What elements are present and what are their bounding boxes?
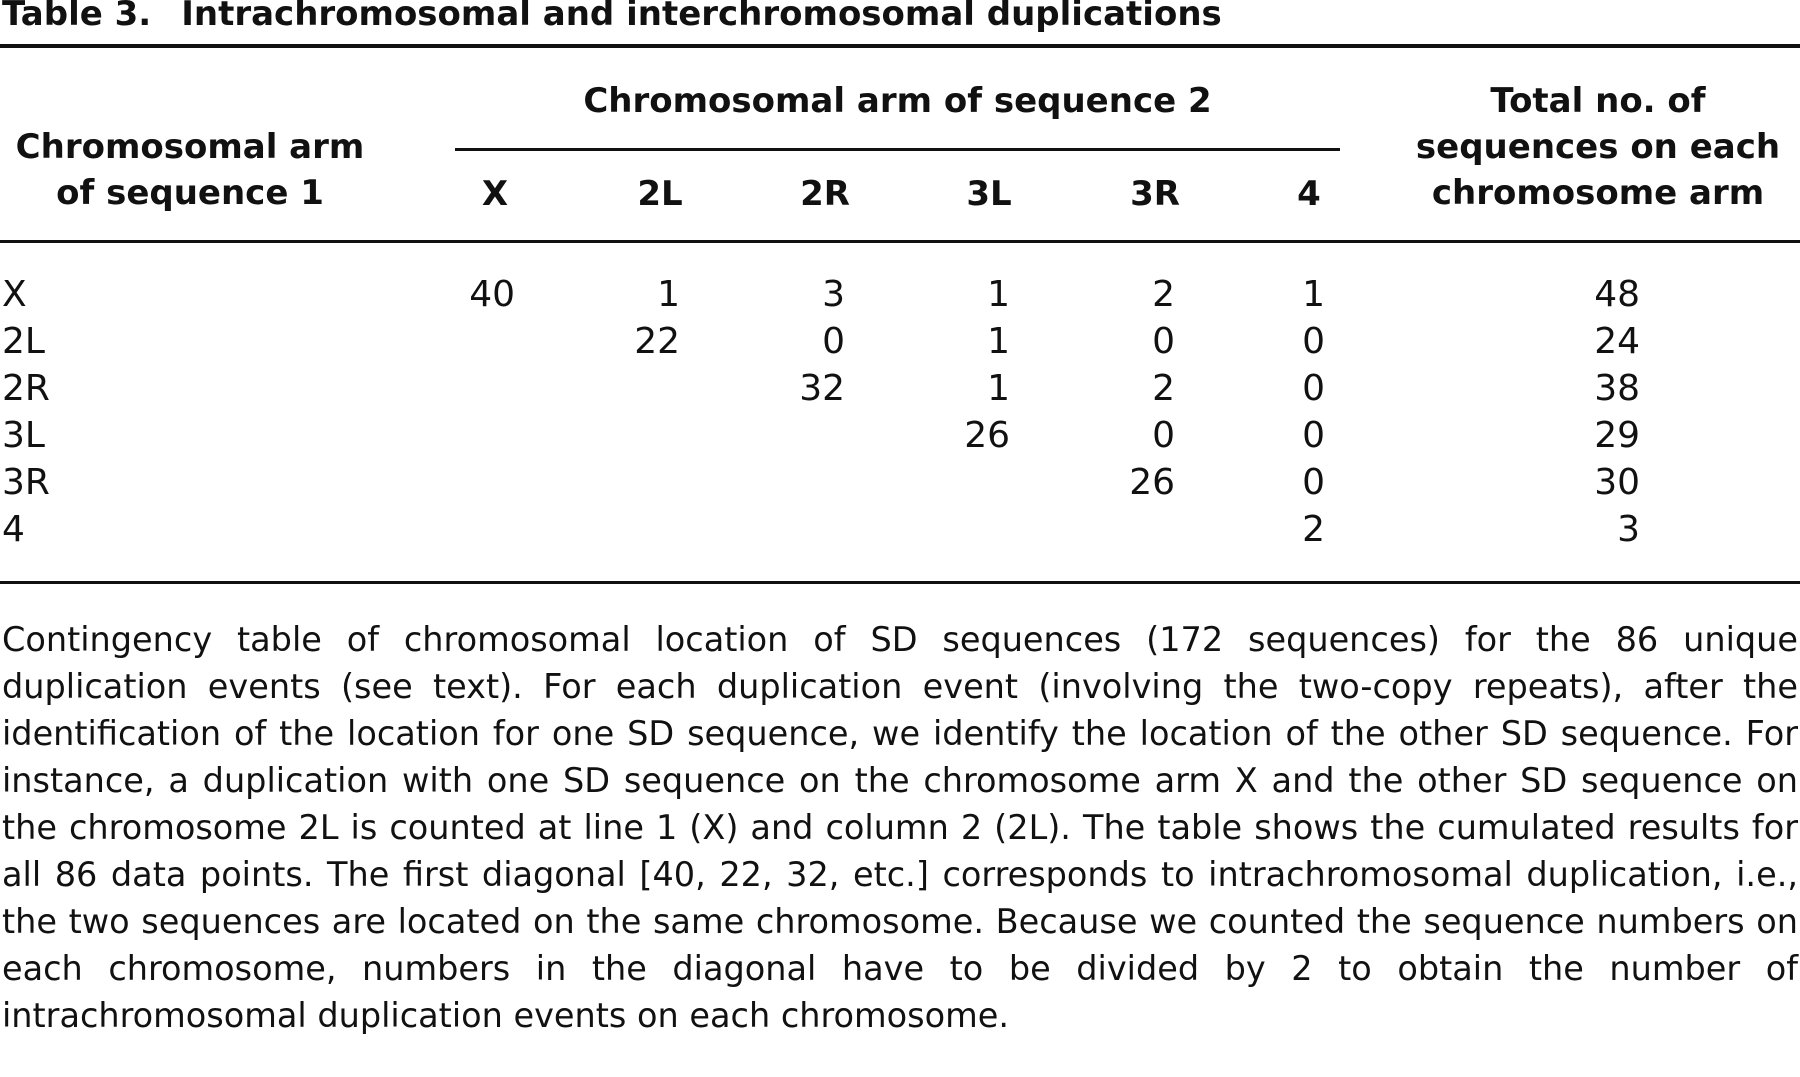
- table-cell: 26: [1129, 462, 1175, 503]
- row-header: [0, 124, 380, 216]
- table-cell: 1: [987, 321, 1010, 362]
- row-header-line2: of sequence 1: [56, 173, 324, 213]
- total-header-line3: chromosome arm: [1431, 173, 1765, 213]
- column-header-2l: 2L: [637, 174, 683, 214]
- table-cell: 32: [799, 368, 845, 409]
- total-cell: 30: [1594, 462, 1640, 503]
- total-header: [1396, 78, 1800, 216]
- column-header-2r: 2R: [800, 174, 850, 214]
- total-header-line1: Total no. of: [1490, 81, 1706, 121]
- table-cell: 0: [1152, 321, 1175, 362]
- top-rule: [0, 44, 1800, 48]
- total-header-line2: sequences on each: [1415, 127, 1781, 167]
- table-number: Table 3.: [2, 0, 152, 34]
- table-cell: 2: [1152, 274, 1175, 315]
- table-title: Intrachromosomal and interchromosomal duplications: [181, 0, 1222, 34]
- row-label: 2R: [2, 368, 50, 409]
- table-cell: 1: [987, 274, 1010, 315]
- row-label: 4: [2, 509, 25, 550]
- table-cell: 0: [1302, 368, 1325, 409]
- total-cell: 24: [1594, 321, 1640, 362]
- total-cell: 29: [1594, 415, 1640, 456]
- table-cell: 1: [987, 368, 1010, 409]
- table-cell: 40: [469, 274, 515, 315]
- header-rule: [0, 240, 1800, 243]
- table-footnote: Contingency table of chromosomal location of SD sequences (172 sequences) for the 86 unique duplication events (see text). For each duplication event (involving the two-copy repeats), after the identification of the location for one SD sequence, we identify the location of the other SD sequence. For instance, a duplication with one SD sequence on the chromosome arm X and the other SD sequence on the chromosome 2L is counted at line 1 (X) and column 2 (2L). The table shows the cumulated results for all 86 data points. The first diagonal [40, 22, 32, etc.] corresponds to intrachromosomal duplication, i.e., the two sequences are located on the same chromosome. Because we counted the sequence numbers on each chromosome, numbers in the diagonal have to be divided by 2 to obtain the number of intrachromosomal duplication events on each chromosome.: [2, 620, 1798, 1035]
- row-label: 2L: [2, 321, 45, 362]
- column-header-3l: 3L: [966, 174, 1012, 214]
- row-header-line1: Chromosomal arm: [15, 127, 365, 167]
- table-cell: 26: [964, 415, 1010, 456]
- row-label: 3L: [2, 415, 45, 456]
- table-cell: 2: [1152, 368, 1175, 409]
- table-cell: 0: [1302, 462, 1325, 503]
- row-label: X: [2, 274, 27, 315]
- table-cell: 0: [1302, 321, 1325, 362]
- table-caption: [2, 0, 1222, 34]
- table-cell: 1: [657, 274, 680, 315]
- table-cell: 22: [634, 321, 680, 362]
- bottom-rule: [0, 581, 1800, 584]
- table-cell: 2: [1302, 509, 1325, 550]
- column-group-header: Chromosomal arm of sequence 2: [583, 81, 1212, 121]
- table-cell: 0: [1152, 415, 1175, 456]
- row-label: 3R: [2, 462, 50, 503]
- table-cell: 0: [822, 321, 845, 362]
- total-cell: 3: [1617, 509, 1640, 550]
- column-header-4: 4: [1297, 174, 1321, 214]
- total-cell: 38: [1594, 368, 1640, 409]
- column-header-x: X: [481, 174, 509, 214]
- total-cell: 48: [1594, 274, 1640, 315]
- table-cell: 0: [1302, 415, 1325, 456]
- column-header-3r: 3R: [1130, 174, 1180, 214]
- table-cell: 1: [1302, 274, 1325, 315]
- table-cell: 3: [822, 274, 845, 315]
- column-group-rule: [455, 148, 1340, 151]
